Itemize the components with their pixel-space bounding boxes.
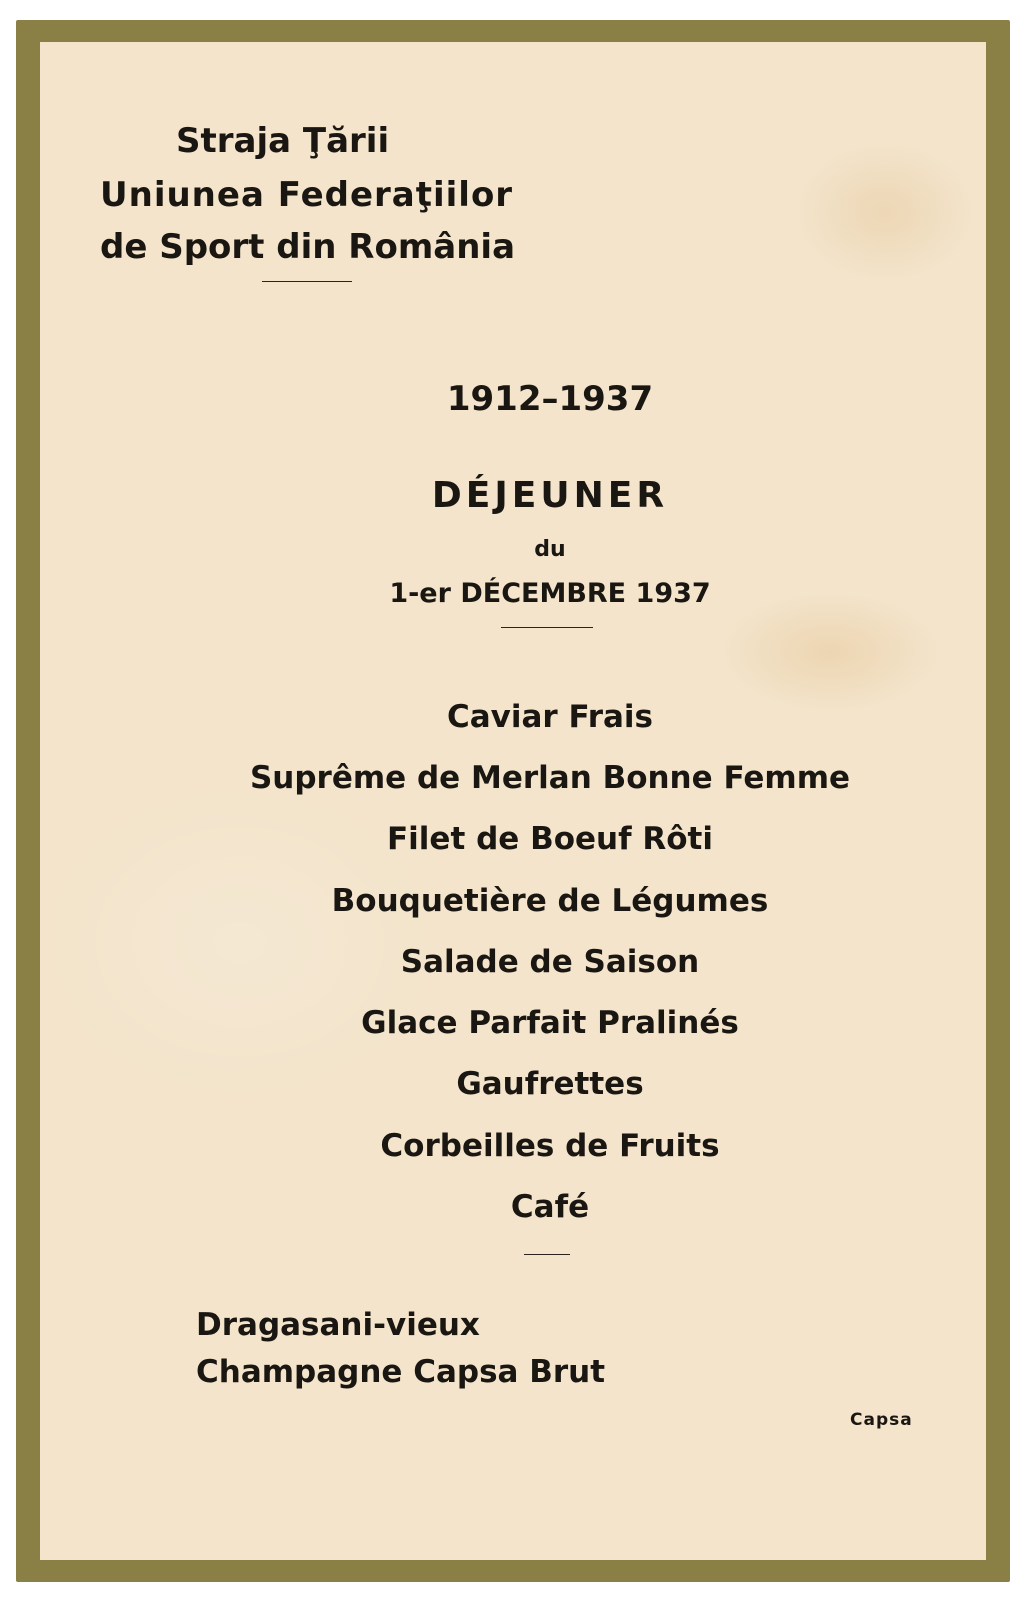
- wine-item: Champagne Capsa Brut: [196, 1354, 606, 1390]
- org-line-3: de Sport din România: [100, 227, 516, 267]
- menu-item: Glace Parfait Pralinés: [361, 1005, 739, 1041]
- wine-item: Dragasani-vieux: [196, 1307, 480, 1343]
- org-line-1: Straja Ţării: [176, 121, 390, 161]
- menu-divider: [524, 1254, 570, 1255]
- menu-item: Bouquetière de Légumes: [331, 883, 769, 919]
- menu-paper: [40, 42, 986, 1560]
- menu-item: Corbeilles de Fruits: [380, 1128, 720, 1164]
- event-title: DÉJEUNER: [431, 475, 669, 516]
- anniversary-years: 1912–1937: [446, 379, 654, 419]
- org-line-2: Uniunea Federaţiilor: [100, 175, 514, 215]
- caterer-mark: Capsa: [850, 1410, 913, 1430]
- menu-card: [16, 20, 1010, 1582]
- menu-item: Gaufrettes: [456, 1066, 644, 1102]
- menu-item: Suprême de Merlan Bonne Femme: [249, 760, 851, 796]
- menu-item: Filet de Boeuf Rôti: [387, 821, 713, 857]
- event-du: du: [534, 537, 566, 562]
- header-divider: [262, 281, 352, 282]
- menu-item: Café: [510, 1189, 590, 1225]
- menu-item: Caviar Frais: [447, 699, 653, 735]
- event-date: 1-er DÉCEMBRE 1937: [389, 578, 711, 609]
- date-divider: [501, 627, 593, 628]
- menu-item: Salade de Saison: [400, 944, 700, 980]
